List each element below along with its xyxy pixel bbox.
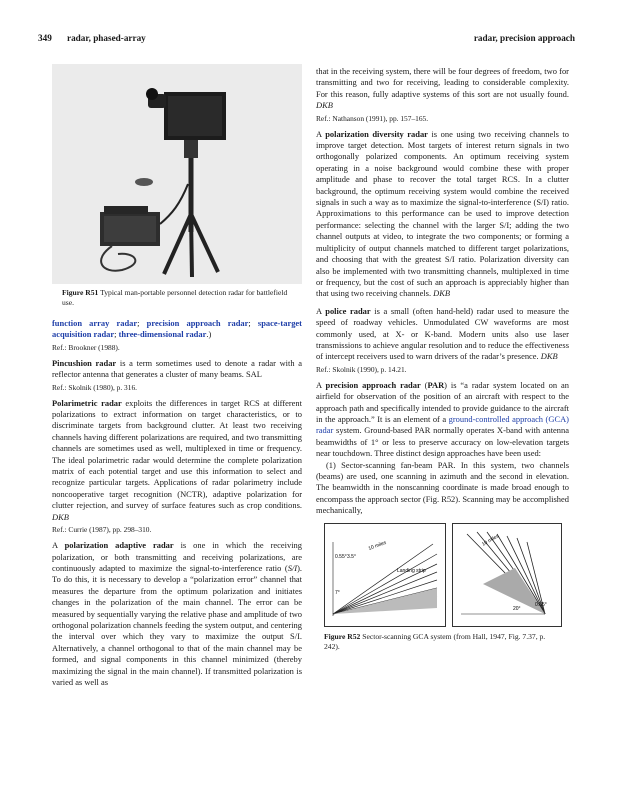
entry-text: is one in which the receiving polarization, or both transmitting and receiving polarizations, are continuously adapted to maximize the signal-to-interference ratio ( bbox=[52, 540, 302, 573]
entry-pincushion bbox=[52, 358, 302, 381]
author-initials: DKB bbox=[52, 511, 69, 522]
angle-label: 0.55° bbox=[335, 553, 347, 560]
entry-police-radar bbox=[316, 306, 569, 363]
figure-r52-caption bbox=[324, 632, 561, 652]
figure-r52-text: Sector-scanning GCA system (from Hall, 1947, Fig. 7.37, p. 242). bbox=[324, 631, 546, 651]
angle-label: 3.5° bbox=[347, 553, 356, 560]
entry-polarization-diversity bbox=[316, 129, 569, 300]
entry-text: ( bbox=[420, 379, 428, 390]
entry-article: A bbox=[316, 305, 326, 316]
figure-r51-text: Typical man-portable personnel detection radar for battlefield use. bbox=[62, 288, 288, 307]
radar-photo bbox=[52, 64, 302, 284]
strip-label: Landing strip bbox=[397, 567, 426, 574]
entry-article: A bbox=[52, 540, 65, 551]
entry-text: that in the receiving system, there will be four degrees of freedom, two for transmitting and two for receiving, leading to considerable complexity. For this reason, fully adaptive systems of this sort are not usually found. bbox=[316, 66, 569, 99]
reference: Ref.: Currie (1987), pp. 298–310. bbox=[52, 525, 152, 535]
radar-tripod-image bbox=[52, 64, 302, 284]
page-number: 349 bbox=[38, 33, 52, 43]
entry-precision-approach-radar bbox=[316, 380, 569, 460]
left-column bbox=[52, 64, 302, 688]
entry-text: ) is “a radar system located on an airfield for observation of the position of an aircraft with respect to the approach path and specifically intended to provide guidance to the aircraft in the approach.” It is an element of a bbox=[316, 379, 569, 424]
crossref-link[interactable]: three-dimensional radar bbox=[118, 329, 207, 340]
crossref-list bbox=[52, 318, 302, 341]
range-label: 10 miles bbox=[367, 539, 388, 552]
continued-text bbox=[316, 66, 569, 112]
author-initials: DKB bbox=[540, 351, 558, 362]
range-label: 10 miles bbox=[481, 532, 501, 548]
figure-r51-label: Figure R51 bbox=[62, 288, 99, 297]
entry-text: is one using two receiving channels to improve target detection. Most targets of interest return signals in two orthogonally polarized components. An optimum receiving system operating in a noise background would combine these with proper amplitude and phase to recover the total target RCS. In a clutter background, the optimum receiving system would combine the received signals in such a way as to maximize the signal-to-interference (S/I) ratio. Approximations to this performance can be used to improve detection performance: selecting the channel with the larger S/I; adding the two channel outputs at video, to integrate the two components; or forming a multiplicity of output channels matched to different target polarizations, and choosing that with the greatest S/I ratio. Polarization diversity can also be implemented with two transmitting channels, multiplexed in time or frequency, but the cost of such an approach is appreciably higher than that using two receiving channels. bbox=[316, 128, 569, 299]
page-header bbox=[38, 33, 575, 47]
entry-term: Polarimetric radar bbox=[52, 397, 122, 408]
crossref-link[interactable]: function array radar bbox=[52, 318, 138, 328]
reference: Ref.: Skolnik (1990), p. 14.21. bbox=[316, 364, 407, 374]
entry-term: polarization diversity radar bbox=[325, 128, 428, 139]
crossref-sep: ; bbox=[137, 318, 147, 328]
entry-polarization-adaptive bbox=[52, 540, 302, 688]
azimuth-scan-diagram bbox=[452, 523, 562, 627]
crossref-sep: .) bbox=[206, 329, 212, 340]
elevation-scan-diagram bbox=[324, 523, 446, 627]
entry-term: precision approach radar bbox=[325, 379, 421, 390]
figure-r52-label: Figure R52 bbox=[324, 631, 361, 641]
list-item: (1) Sector-scanning fan-beam PAR. In this system, two channels (beams) are used, one scanning in azimuth and the second in elevation. The beamwidth in the nonscanning coordinate is made broad enough to encompass the approach sector (Fig. R52). Scanning may be accomplished mechanically, bbox=[316, 459, 569, 516]
author-initials: DKB bbox=[316, 100, 333, 111]
right-column bbox=[316, 66, 569, 652]
crossref-link[interactable]: space-target acquisition radar bbox=[52, 318, 302, 340]
entry-text: is a term sometimes used to denote a radar with a reflector antenna that generates a cluster of many beams. SAL bbox=[52, 357, 302, 380]
entry-article: A bbox=[316, 379, 326, 390]
gca-radar-link[interactable]: ground-controlled approach (GCA) radar bbox=[316, 413, 569, 436]
running-head-right: radar, precision approach bbox=[473, 33, 575, 43]
entry-article: A bbox=[316, 128, 326, 139]
entry-term: police radar bbox=[325, 305, 371, 316]
entry-term: Pincushion radar bbox=[52, 357, 117, 368]
crossref-sep: ; bbox=[114, 329, 119, 340]
entry-text: ). To do this, it is necessary to develop a “polarization error” channel that measures the departure from the optimum polarization and initiates changes in the polarization of the main channel. The error can be measured by sequentially varying the relative phase and amplitude of two orthogonal polarization channels feeding the system output, and centering the interval over which they vary to maximize the output S/I. Alternatively, a channel orthogonal to that of the main channel may be formed, and signal components in this channel minimized (thereby maximizing the signal in the main channel). If transmitted polarization is varied as well as bbox=[52, 562, 302, 687]
reference: Ref.: Skolnik (1980), p. 316. bbox=[52, 382, 137, 392]
angle-label: 0.85° bbox=[535, 601, 547, 608]
reference: Ref.: Brookner (1988). bbox=[52, 342, 120, 352]
angle-label: 20° bbox=[513, 605, 521, 612]
entry-text: system. Ground-based PAR normally operates X-band with antenna beamwidths of 1° or less to preserve accuracy on low-elevation targets near touchdown. Three distinct design approaches have been used: bbox=[316, 425, 569, 459]
s-over-i: S/I bbox=[287, 562, 298, 573]
entry-abbr: PAR bbox=[427, 379, 445, 390]
entry-polarimetric bbox=[52, 398, 302, 523]
reference: Ref.: Nathanson (1991), pp. 157–165. bbox=[316, 113, 429, 123]
entry-text: is a small (often hand-held) radar used to measure the speed of roadway vehicles. Unmodulated CW waveforms are most commonly used, at X- or K-band. Modern units also use laser transmissions to achieve angular resolution and to reduce the effectiveness of intercept receivers used to warn drivers of the radar’s presence. bbox=[316, 305, 569, 362]
figure-r52 bbox=[324, 523, 569, 627]
author-initials: DKB bbox=[433, 288, 451, 299]
entry-term: polarization adaptive radar bbox=[64, 540, 174, 551]
crossref-link[interactable]: precision approach radar bbox=[146, 318, 249, 328]
figure-r51-caption bbox=[62, 288, 292, 308]
entry-text: exploits the differences in target RCS at different polarizations to extract information on target characteristics, or to discriminate targets from background clutter. At least two receiving channels having different polarizations are required, and two transmitting channels are sometimes used as well, multiplexed in time or frequency. The ideal polarimetric radar would determine the complete polarization matrix of each potential target and use this information to select and recognize particular targets. Applications of radar polarimetry include noncooperative target recognition (NCTR), adaptive polarization for clutter rejection, and survey of surface features such as crop conditions. bbox=[52, 397, 302, 511]
angle-label: 7° bbox=[335, 589, 340, 596]
crossref-sep: ; bbox=[248, 318, 258, 328]
running-head-left: radar, phased-array bbox=[67, 33, 146, 43]
